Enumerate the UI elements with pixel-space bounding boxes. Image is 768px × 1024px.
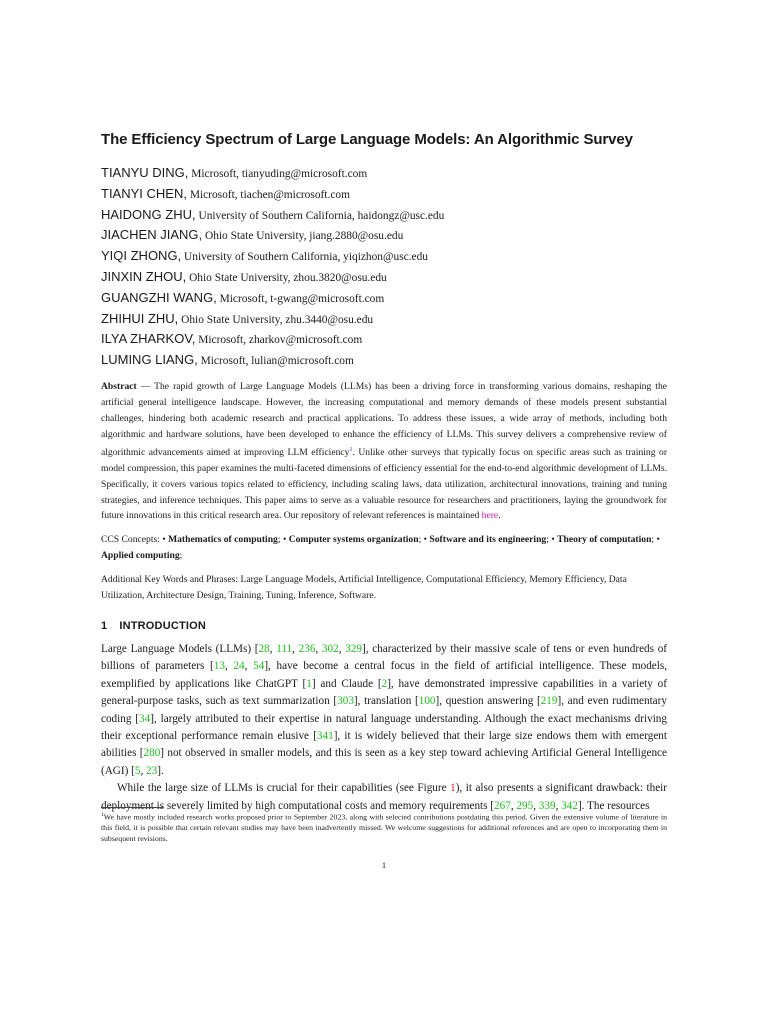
ccs-concept: Computer systems organization: [288, 534, 419, 545]
author-affiliation: University of Southern California, haidongz@usc.edu: [195, 209, 445, 222]
author-name: HAIDONG ZHU,: [101, 206, 196, 222]
author-affiliation: Ohio State University, jiang.2880@osu.edu: [202, 230, 404, 243]
citation[interactable]: 342: [561, 799, 578, 812]
footnote-divider: [101, 807, 163, 808]
footnote-text: We have mostly included research works proposed prior to September 2023, along with selected contributions postdating this period. Given the extensive volume of literature in this field, it is possible that certain relevant studies may have been inadvertently missed. We welcome suggestions for additional references and are open to incorporating them in subsequent revisions.: [101, 812, 667, 843]
citation[interactable]: 302: [321, 643, 339, 655]
ccs-concepts: [101, 532, 667, 564]
text-run: ], characterized by their massive scale of tens or even hundreds of billions of parameters [: [101, 643, 668, 673]
footnote: [101, 810, 667, 844]
author-entry: [101, 310, 667, 331]
citation[interactable]: 236: [298, 643, 316, 655]
citation[interactable]: 329: [345, 643, 362, 655]
figure-reference[interactable]: 1: [450, 782, 456, 795]
paragraph: Large Language Models (LLMs) [28, 111, 236, 302, 329], characterized by their massive scale of tens or even hundreds of billions of parameters [13, 24, 54], have become a central focus in the field of artificial intelligence. These models, exemplified by applications like ChatGPT [1] and Claude [2], have demonstrated impressive capabilities in a variety of general-purpose tasks, such as text summarization [303], translation [100], question answering [219], and even rudimentary coding [34], largely attributed to their expertise in natural language understanding. Although the exact mechanisms driving their exceptional performance remain elusive [341], it is widely believed that their large size endows them with emergent abilities [280] not observed in smaller models, and this is seen as a key step toward achieving Artificial General Intelligence (AGI) [5, 23].: [101, 643, 668, 777]
author-name: TIANYU DING,: [101, 165, 189, 180]
ccs-label: CCS Concepts:: [101, 534, 163, 545]
text-run: While the large size of LLMs is crucial for their capabilities (see Figure: [117, 782, 451, 795]
author-affiliation: University of Southern California, yiqizhon@usc.edu: [181, 251, 428, 264]
author-entry: [101, 226, 667, 247]
author-name: ILYA ZHARKOV,: [101, 331, 196, 347]
author-entry: [101, 206, 667, 227]
author-affiliation: Microsoft, lulian@microsoft.com: [197, 355, 354, 368]
author-affiliation: Ohio State University, zhu.3440@osu.edu: [178, 313, 374, 326]
paragraph: While the large size of LLMs is crucial for their capabilities (see Figure 1), it also presents a significant drawback: their deployment is severely limited by high computational costs and memory requirements [267, 295, 339, 342]. The resources: [101, 782, 667, 812]
author-entry: [101, 351, 667, 372]
citation[interactable]: 24: [233, 660, 245, 673]
text-run: ], and even rudimentary coding [: [101, 695, 667, 725]
section-title: INTRODUCTION: [119, 620, 207, 632]
ccs-separator: ;: [546, 534, 552, 545]
citation[interactable]: 280: [143, 747, 161, 760]
author-affiliation: Microsoft, tianyuding@microsoft.com: [188, 168, 368, 180]
citation[interactable]: 13: [213, 660, 225, 673]
abstract-text: The rapid growth of Large Language Models (LLMs) has been a driving force in transforming various domains, reshaping the artificial general intelligence landscape. However, the increasing computational and memory demands of these models present substantial challenges, hindering both academic research and practical applications. To address these issues, a wide array of methods, including both algorithmic and hardware solutions, have been developed to enhance the efficiency of LLMs. This survey delivers a comprehensive review of algorithmic advancements aimed at improving LLM efficiency: [101, 381, 667, 458]
ccs-concept: Mathematics of computing: [168, 534, 278, 545]
citation[interactable]: 34: [139, 712, 151, 725]
citation[interactable]: 111: [276, 643, 293, 655]
citation[interactable]: 23: [146, 764, 158, 777]
ccs-concept: Theory of computation: [557, 534, 652, 545]
citation[interactable]: 339: [538, 799, 556, 812]
ccs-separator: ;: [418, 534, 424, 545]
citation[interactable]: 267: [494, 799, 511, 812]
ccs-bullet: •: [282, 534, 289, 545]
text-run: Large Language Models (LLMs) [: [101, 643, 259, 655]
abstract-lead: Abstract: [101, 381, 137, 392]
text-run: ] not observed in smaller models, and this is seen as a key step toward achieving Artificial General Intelligence (AGI) [: [101, 747, 667, 777]
text-run: ], have demonstrated impressive capabilities in a variety of general-purpose tasks, such as text summarization [: [101, 677, 668, 708]
citation[interactable]: 219: [540, 695, 558, 708]
abstract: [101, 379, 667, 524]
ccs-separator: ;: [277, 534, 283, 545]
author-name: LUMING LIANG,: [101, 352, 198, 368]
ccs-bullet: •: [423, 534, 430, 545]
citation[interactable]: 1: [306, 677, 312, 690]
text-run: ], largely attributed to their expertise in natural language understanding. Although the exact mechanisms driving their exceptional performance remain elusive [: [101, 712, 667, 743]
ccs-separator: ;: [651, 534, 657, 545]
author-entry: [101, 330, 667, 351]
citation[interactable]: 28: [258, 643, 270, 655]
text-run: ], have become a central focus in the field of artificial intelligence. These models, exemplified by applications like ChatGPT [: [101, 660, 668, 690]
footnote-mark: 1: [101, 812, 104, 818]
text-run: ].: [157, 764, 164, 777]
author-entry: [101, 164, 667, 185]
text-run: ], question answering [: [435, 695, 541, 708]
author-entry: [101, 247, 667, 268]
text-run: ], translation [: [353, 695, 419, 708]
author-name: TIANYI CHEN,: [101, 185, 187, 201]
keywords-text: Large Language Models, Artificial Intelligence, Computational Efficiency, Memory Efficiency, Data Utilization, Architecture Design, Training, Tuning, Inference, Software.: [101, 574, 627, 601]
ccs-concept: Applied computing: [101, 550, 180, 561]
author-name: JIACHEN JIANG,: [101, 227, 203, 243]
footnote-reference[interactable]: 1: [349, 446, 353, 453]
ccs-end: ;: [179, 550, 183, 561]
text-run: ), it also presents a significant drawback: their deployment is severely limited by high computational costs and memory requirements [: [101, 782, 667, 812]
section-heading: [101, 620, 206, 632]
page-number: 1: [381, 860, 387, 870]
paper-title: The Efficiency Spectrum of Large Language Models: An Algorithmic Survey: [101, 131, 633, 148]
citation[interactable]: 295: [516, 799, 534, 812]
citation[interactable]: 54: [253, 660, 265, 673]
introduction-body: [101, 641, 667, 815]
ccs-concept: Software and its engineering: [429, 534, 547, 545]
citation[interactable]: 100: [418, 695, 436, 708]
author-entry: [101, 185, 667, 206]
text-run: ], it is widely believed that their large size endows them with emergent abilities [: [101, 730, 667, 760]
author-name: YIQI ZHONG,: [101, 248, 182, 264]
author-affiliation: Ohio State University, zhou.3820@osu.edu: [186, 271, 387, 284]
keywords-label: Additional Key Words and Phrases:: [101, 574, 241, 585]
author-entry: [101, 268, 667, 289]
abstract-text: .: [498, 510, 501, 522]
author-name: GUANGZHI WANG,: [101, 289, 217, 305]
keywords: [101, 572, 667, 604]
author-affiliation: Microsoft, t-gwang@microsoft.com: [216, 292, 385, 305]
citation[interactable]: 2: [381, 677, 388, 690]
ccs-bullet: •: [162, 534, 169, 545]
section-number: 1: [101, 620, 108, 632]
citation[interactable]: 303: [337, 695, 354, 708]
citation[interactable]: 341: [316, 730, 334, 743]
citation[interactable]: 5: [134, 764, 141, 777]
author-affiliation: Microsoft, zharkov@microsoft.com: [195, 334, 363, 347]
author-name: JINXIN ZHOU,: [101, 268, 187, 284]
text-run: ]. The resources: [577, 799, 650, 812]
repository-link[interactable]: here: [481, 510, 499, 522]
abstract-dash: —: [136, 381, 155, 392]
author-list: [101, 164, 667, 372]
ccs-bullet: •: [656, 534, 660, 545]
author-entry: [101, 289, 667, 310]
author-name: ZHIHUI ZHU,: [101, 310, 179, 326]
ccs-bullet: •: [551, 534, 558, 545]
text-run: ] and Claude [: [311, 677, 382, 690]
abstract-text: . Unlike other surveys that typically focus on specific areas such as training or model compression, this paper examines the multi-faceted dimensions of efficiency essential for the end-to-end algorithmic development of LLMs. Specifically, it covers various topics related to efficiency, including scaling laws, data utilization, architectural innovations, training and tuning strategies, and inference techniques. This paper aims to serve as a valuable resource for researchers and practitioners, laying the groundwork for future innovations in this critical research area. Our repository of relevant references is maintained: [101, 446, 668, 522]
author-affiliation: Microsoft, tiachen@microsoft.com: [186, 188, 350, 201]
